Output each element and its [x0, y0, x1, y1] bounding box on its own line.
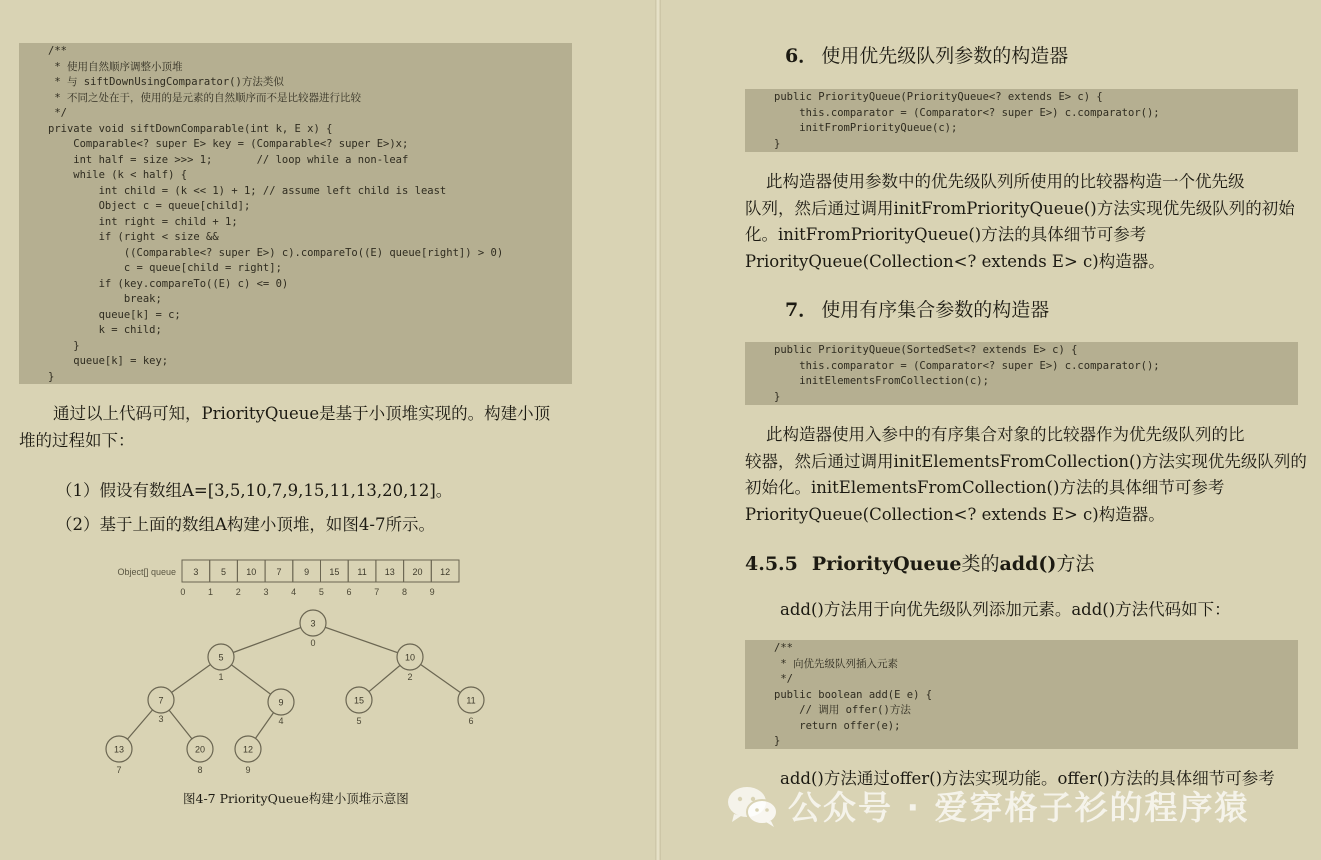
array-cell-value: 7 — [276, 567, 282, 577]
add-method-code — [745, 640, 1298, 749]
watermark — [726, 782, 1250, 829]
constructor-priorityqueue-code — [745, 89, 1298, 152]
code-line: * 与 siftDownUsingComparator()方法类似 — [48, 76, 284, 88]
intro-line-2: 堆的过程如下： — [19, 430, 135, 450]
array-index: 6 — [346, 587, 352, 597]
add-intro-text: add()方法用于向优先级队列添加元素。add()方法代码如下： — [780, 600, 1231, 619]
code-line: } — [774, 735, 781, 747]
section-7-title: 使用有序集合参数的构造器 — [821, 299, 1050, 321]
code-line: this.comparator = (Comparator<? super E>) c.comparator(); — [774, 106, 1160, 119]
code-line: * 使用自然顺序调整小顶堆 — [48, 60, 183, 73]
heap-node-index: 4 — [278, 716, 284, 726]
section-455-title-mid: 类的 — [961, 553, 1000, 575]
watermark-text: 公众号 · 爱穿格子衫的程序猿 — [788, 788, 1250, 827]
heap-node-value: 10 — [404, 652, 416, 663]
paragraph-line: 较器，然后通过调用initElementsFromCollection()方法实现优先级队列的 — [745, 451, 1307, 471]
heap-node-value: 7 — [158, 695, 164, 706]
heap-figure — [100, 555, 500, 785]
heap-node-index: 7 — [116, 765, 122, 775]
heap-node-value: 20 — [194, 744, 206, 755]
paragraph-line: 此构造器使用参数中的优先级队列所使用的比较器构造一个优先级 — [745, 172, 1245, 191]
code-line: Comparable<? super E> key = (Comparable<? super E>)x; — [48, 138, 409, 150]
code-line: if (key.compareTo((E) c) <= 0) — [48, 277, 289, 290]
step-2-text: （2）基于上面的数组A构建小顶堆，如图4-7所示。 — [56, 515, 435, 534]
heap-node-value: 12 — [242, 744, 254, 755]
heap-node-index: 1 — [218, 672, 224, 682]
section-6-heading — [785, 41, 1068, 68]
array-index: 1 — [208, 587, 214, 597]
array-cell-value: 15 — [329, 567, 340, 577]
array-index: 0 — [180, 587, 186, 597]
code-line: } — [48, 370, 55, 383]
heap-node-index: 8 — [197, 765, 203, 775]
code-line: initElementsFromCollection(c); — [774, 375, 989, 387]
tree-edge — [221, 623, 316, 657]
section-455-heading — [745, 549, 1094, 576]
array-cell-value: 5 — [221, 567, 227, 577]
array-cell-value: 10 — [246, 567, 257, 577]
section-455-title-method: add() — [999, 553, 1057, 575]
heap-node-index: 9 — [245, 765, 251, 775]
code-line: * 不同之处在于，使用的是元素的自然顺序而不是比较器进行比较 — [48, 91, 361, 104]
right-page — [661, 0, 1321, 860]
code-line: queue[k] = c; — [48, 308, 181, 321]
heap-node-value: 11 — [466, 695, 476, 706]
heap-node-index: 6 — [468, 716, 474, 726]
code-line: this.comparator = (Comparator<? super E>) c.comparator(); — [774, 359, 1160, 372]
code-line: public PriorityQueue(SortedSet<? extends E> c) { — [774, 344, 1078, 356]
code-line: if (right < size && — [48, 231, 219, 243]
heap-node-value: 5 — [218, 652, 224, 663]
code-line: ((Comparable<? super E>) c).compareTo((E) queue[right]) > 0) — [48, 246, 504, 259]
constructor-sortedset-code — [745, 342, 1298, 405]
array-cell-value: 3 — [193, 567, 199, 577]
paragraph-line: 初始化。initElementsFromCollection()方法的具体细节可参考 — [745, 478, 1225, 497]
code-line: /** — [774, 642, 793, 654]
heap-node-value: 9 — [278, 697, 284, 708]
code-line: while (k < half) { — [48, 169, 188, 181]
array-cell-value: 11 — [357, 567, 367, 577]
intro-paragraph — [19, 401, 579, 454]
code-line: int half = size >>> 1; // loop while a non-leaf — [48, 153, 409, 166]
code-line: } — [774, 390, 781, 403]
array-index: 2 — [235, 587, 241, 597]
siftdown-code-block — [19, 43, 572, 384]
code-line: queue[k] = key; — [48, 355, 169, 367]
paragraph-line: PriorityQueue(Collection<? extends E> c)构造器。 — [745, 504, 1165, 524]
heap-node-value: 13 — [113, 744, 125, 755]
array-index: 8 — [401, 587, 407, 597]
array-index: 7 — [374, 587, 380, 597]
intro-line-1: 通过以上代码可知，PriorityQueue是基于小顶堆实现的。构建小顶 — [53, 404, 551, 423]
section-6-title: 使用优先级队列参数的构造器 — [821, 45, 1069, 67]
section-455-title-end: 方法 — [1056, 553, 1095, 575]
code-line: * 向优先级队列插入元素 — [774, 657, 898, 670]
section-455-number: 4.5.5 — [745, 553, 798, 575]
code-line: public PriorityQueue(PriorityQueue<? extends E> c) { — [774, 91, 1103, 103]
array-cell-value: 12 — [440, 567, 451, 577]
code-line: public boolean add(E e) { — [774, 688, 933, 701]
heap-node-value: 3 — [310, 618, 316, 629]
heap-node-index: 3 — [158, 714, 164, 724]
final-paragraph-text: add()方法通过offer()方法实现功能。offer()方法的具体细节可参考 — [780, 769, 1275, 788]
code-line: int right = child + 1; — [48, 215, 238, 228]
section-6-paragraph — [745, 169, 1305, 275]
code-line: int child = (k << 1) + 1; // assume left child is least — [48, 184, 447, 197]
figure-caption: 图4-7 PriorityQueue构建小顶堆示意图 — [183, 791, 409, 806]
heap-node-index: 0 — [310, 638, 316, 648]
code-line: return offer(e); — [774, 719, 901, 732]
heap-node-index: 2 — [407, 672, 413, 682]
section-7-heading — [785, 295, 1049, 322]
array-index: 4 — [291, 587, 297, 597]
step-1 — [56, 478, 452, 505]
array-cell-value: 9 — [304, 567, 310, 577]
code-line: // 调用 offer()方法 — [774, 704, 911, 716]
code-line: k = child; — [48, 324, 162, 336]
step-1-text: （1）假设有数组A=[3,5,10,7,9,15,11,13,20,12]。 — [56, 481, 453, 500]
section-7-paragraph — [745, 422, 1305, 528]
code-line: c = queue[child = right]; — [48, 262, 282, 274]
add-intro — [780, 597, 1231, 624]
array-index: 3 — [263, 587, 269, 597]
array-cell-value: 13 — [384, 567, 395, 577]
code-line: */ — [774, 673, 793, 685]
code-line: } — [774, 137, 781, 150]
paragraph-line: 此构造器使用入参中的有序集合对象的比较器作为优先级队列的比 — [745, 425, 1245, 444]
code-line: */ — [48, 107, 67, 119]
code-line: } — [48, 339, 80, 352]
heap-node-index: 5 — [356, 716, 362, 726]
tree-edge — [313, 623, 410, 657]
section-6-number: 6． — [785, 45, 818, 67]
section-7-number: 7． — [785, 299, 818, 321]
code-line: break; — [48, 293, 162, 305]
code-line: initFromPriorityQueue(c); — [774, 122, 958, 134]
step-2 — [56, 512, 435, 539]
code-line: Object c = queue[child]; — [48, 200, 251, 212]
paragraph-line: 队列，然后通过调用initFromPriorityQueue()方法实现优先级队列的初始 — [745, 198, 1295, 218]
array-label: Object[] queue — [117, 567, 176, 577]
array-index: 9 — [429, 587, 435, 597]
paragraph-line: PriorityQueue(Collection<? extends E> c)构造器。 — [745, 251, 1165, 271]
section-455-title-class: PriorityQueue — [811, 553, 962, 575]
code-line: /** — [48, 45, 67, 57]
heap-node-value: 15 — [353, 695, 365, 706]
left-page — [0, 0, 655, 860]
array-cell-value: 20 — [412, 567, 423, 577]
code-line: private void siftDownComparable(int k, E x) { — [48, 122, 333, 135]
wechat-icon — [726, 784, 780, 828]
paragraph-line: 化。initFromPriorityQueue()方法的具体细节可参考 — [745, 225, 1147, 244]
array-index: 5 — [318, 587, 324, 597]
